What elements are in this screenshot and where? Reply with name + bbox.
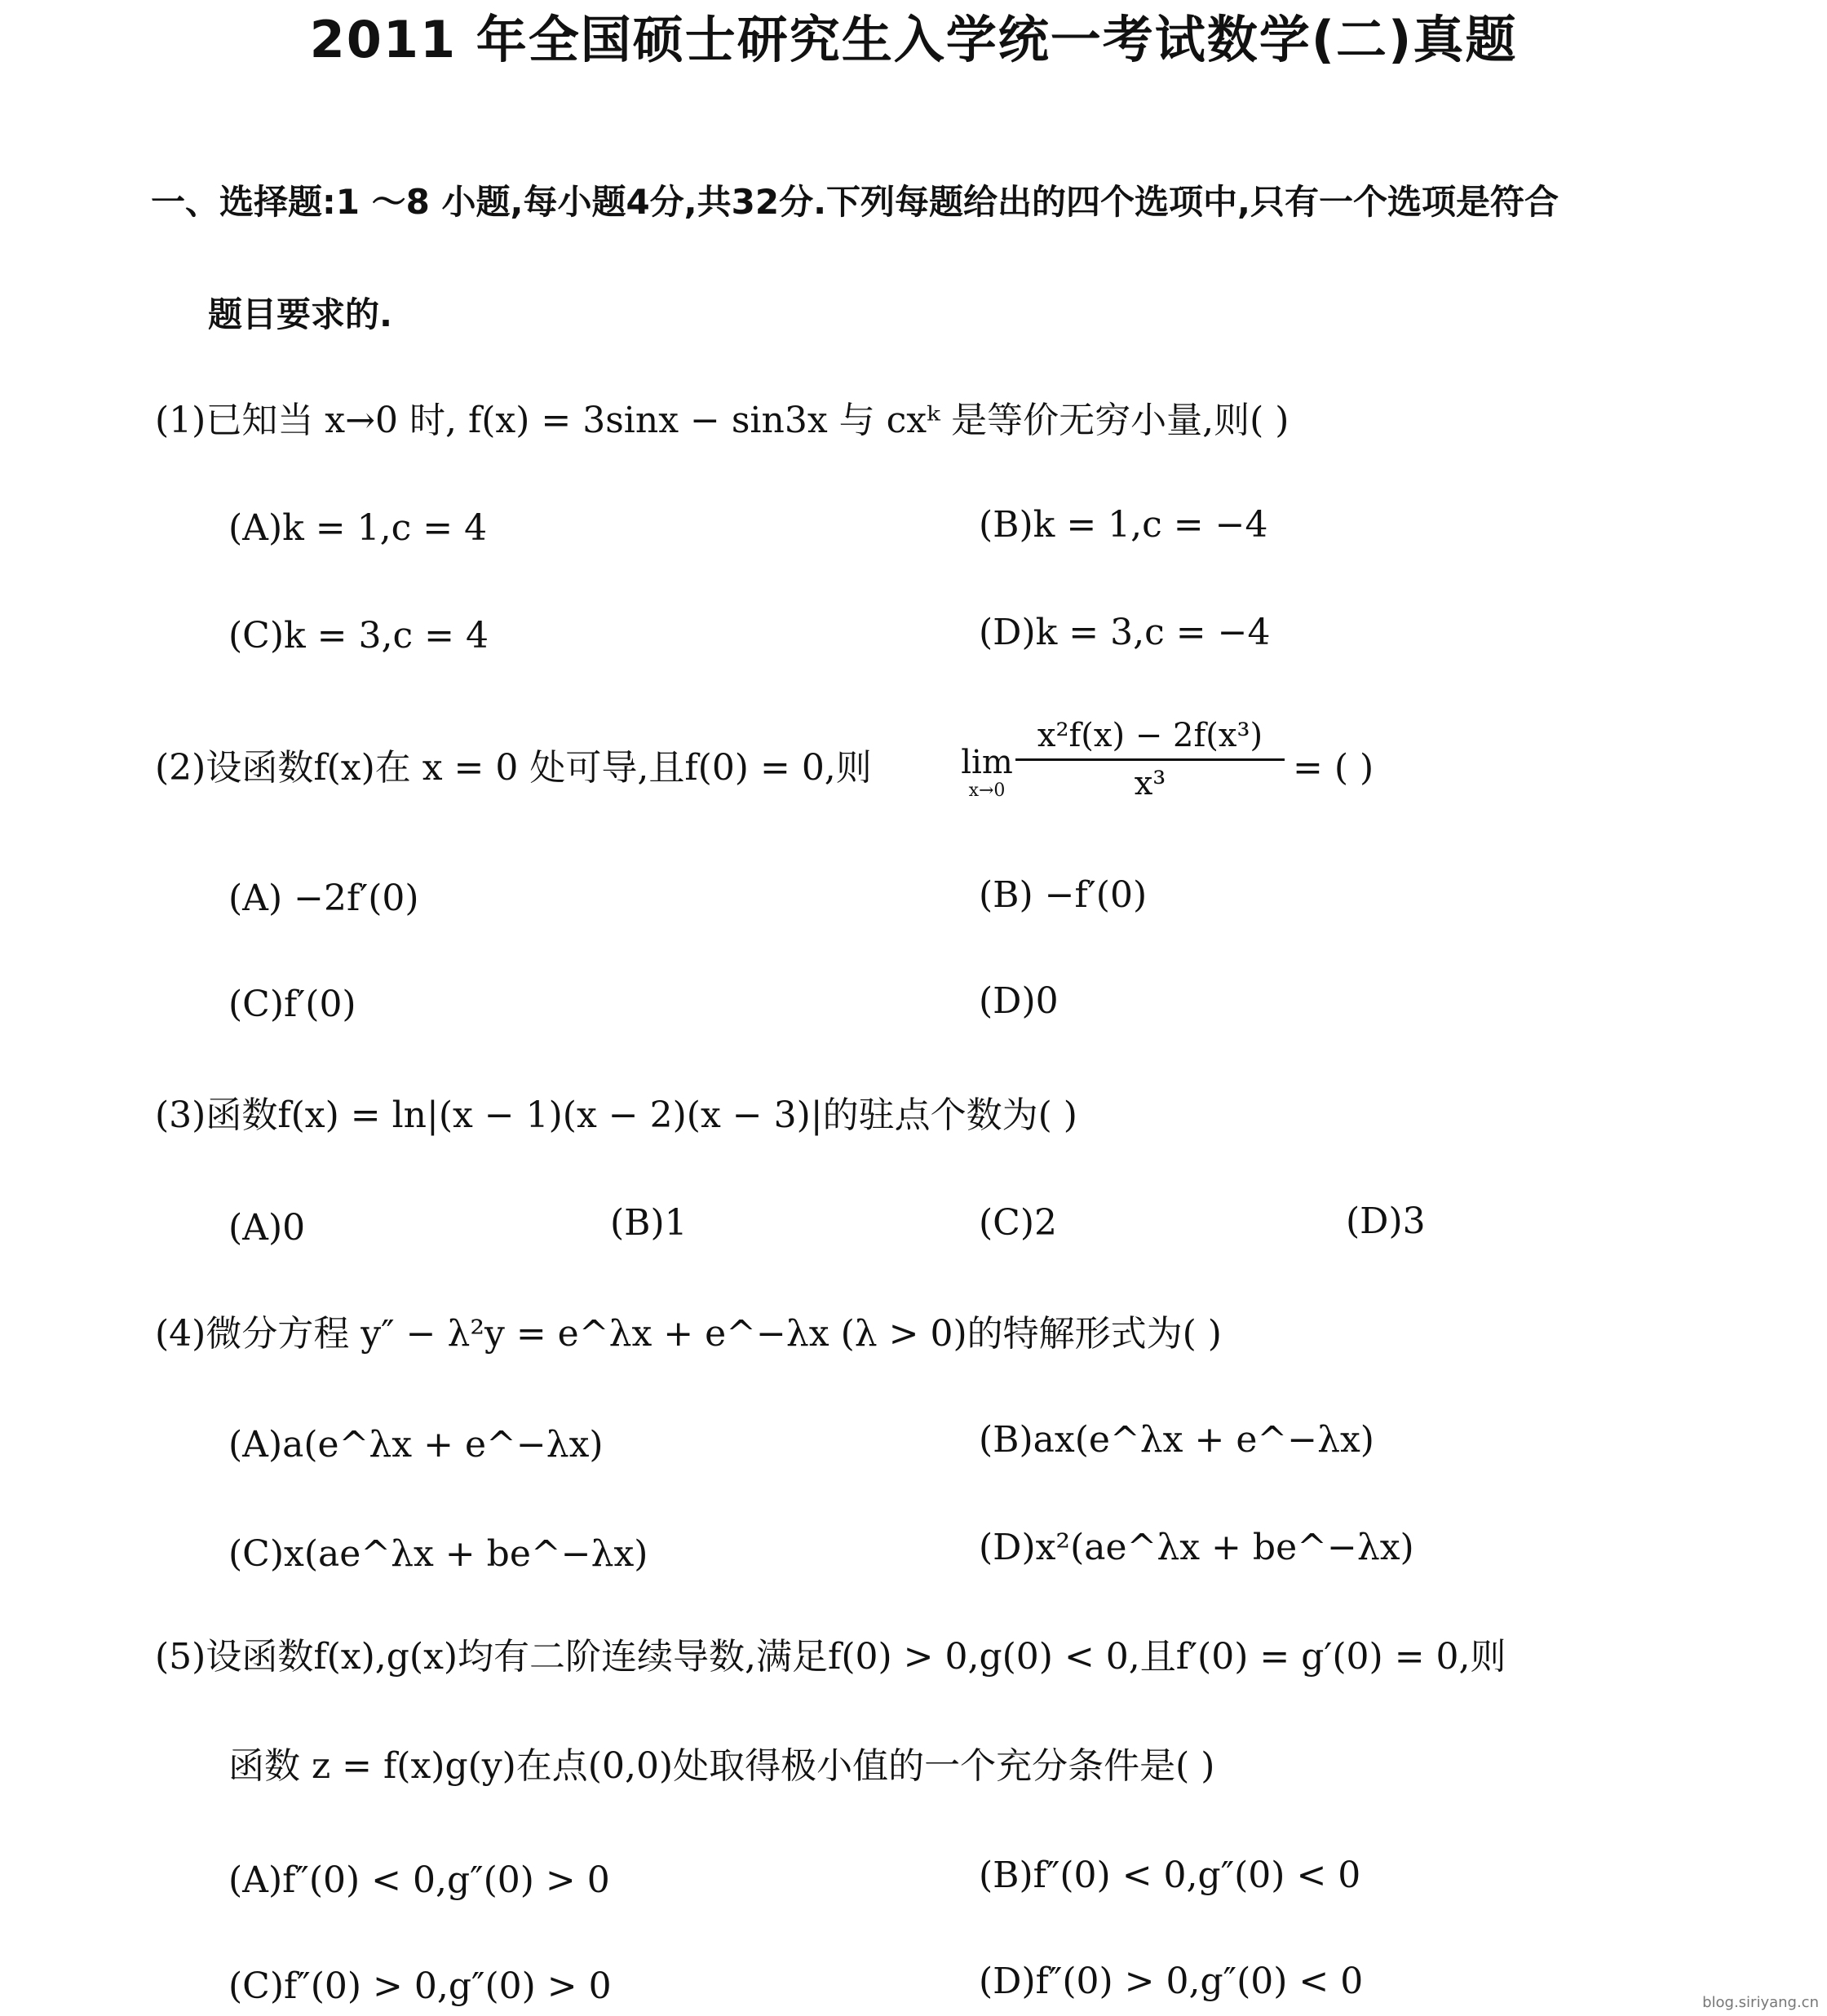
question-5-option-c: (C)f″(0) > 0,g″(0) > 0 <box>228 1965 612 2007</box>
question-5-option-a: (A)f″(0) < 0,g″(0) > 0 <box>228 1859 610 1901</box>
question-5-option-b: (B)f″(0) < 0,g″(0) < 0 <box>979 1855 1361 1896</box>
question-2-option-b: (B) −f′(0) <box>979 874 1148 916</box>
page-title: 2011 年全国硕士研究生入学统一考试数学(二)真题 <box>309 10 1518 69</box>
section-heading-line2: 题目要求的. <box>208 294 392 334</box>
question-1-stem: (1)已知当 x→0 时, f(x) = 3sinx − sin3x 与 cxᵏ 是等价无穷小量,则( ) <box>155 400 1290 441</box>
question-3-option-d: (D)3 <box>1346 1200 1426 1242</box>
question-3-option-b: (B)1 <box>610 1202 688 1244</box>
question-2-fraction <box>1015 714 1285 805</box>
question-1-option-a: (A)k = 1,c = 4 <box>228 507 488 549</box>
question-2-stem-tail: = ( ) <box>1293 747 1374 789</box>
question-2-option-a: (A) −2f′(0) <box>228 878 419 919</box>
question-4-stem: (4)微分方程 y″ − λ²y = e^λx + e^−λx (λ > 0)的特解形式为( ) <box>155 1313 1222 1355</box>
question-5-stem-line2: 函数 z = f(x)g(y)在点(0,0)处取得极小值的一个充分条件是( ) <box>228 1745 1215 1787</box>
question-3-stem: (3)函数f(x) = ln|(x − 1)(x − 2)(x − 3)|的驻点个数为( ) <box>155 1094 1077 1136</box>
question-4-option-b: (B)ax(e^λx + e^−λx) <box>979 1419 1374 1461</box>
question-5-option-d: (D)f″(0) > 0,g″(0) < 0 <box>979 1961 1364 2002</box>
question-1-option-b: (B)k = 1,c = −4 <box>979 504 1268 546</box>
question-4-option-a: (A)a(e^λx + e^−λx) <box>228 1424 604 1466</box>
question-2-limit <box>958 744 1015 801</box>
question-3-option-a: (A)0 <box>228 1207 306 1249</box>
question-1-option-c: (C)k = 3,c = 4 <box>228 615 489 657</box>
fraction-denominator: x³ <box>1134 765 1166 802</box>
section-heading-line1: 一、选择题:1 ～8 小题,每小题4分,共32分.下列每题给出的四个选项中,只有一个选项是符合 <box>151 182 1559 222</box>
question-2-option-c: (C)f′(0) <box>228 984 356 1025</box>
question-5-stem: (5)设函数f(x),g(x)均有二阶连续导数,满足f(0) > 0,g(0) < 0,且f′(0) = g′(0) = 0,则 <box>155 1636 1506 1678</box>
watermark-text: blog.siriyang.cn <box>1702 1994 1819 2011</box>
question-2-option-d: (D)0 <box>979 980 1059 1022</box>
question-3-option-c: (C)2 <box>979 1202 1057 1244</box>
question-1-option-d: (D)k = 3,c = −4 <box>979 612 1271 653</box>
question-4-option-d: (D)x²(ae^λx + be^−λx) <box>979 1527 1414 1568</box>
limit-subscript: x→0 <box>968 780 1006 801</box>
question-2-stem: (2)设函数f(x)在 x = 0 处可导,且f(0) = 0,则 <box>155 747 872 789</box>
fraction-numerator: x²f(x) − 2f(x³) <box>1037 717 1263 754</box>
fraction-bar <box>1015 758 1285 761</box>
question-4-option-c: (C)x(ae^λx + be^−λx) <box>228 1533 648 1575</box>
limit-word: lim <box>961 744 1013 781</box>
